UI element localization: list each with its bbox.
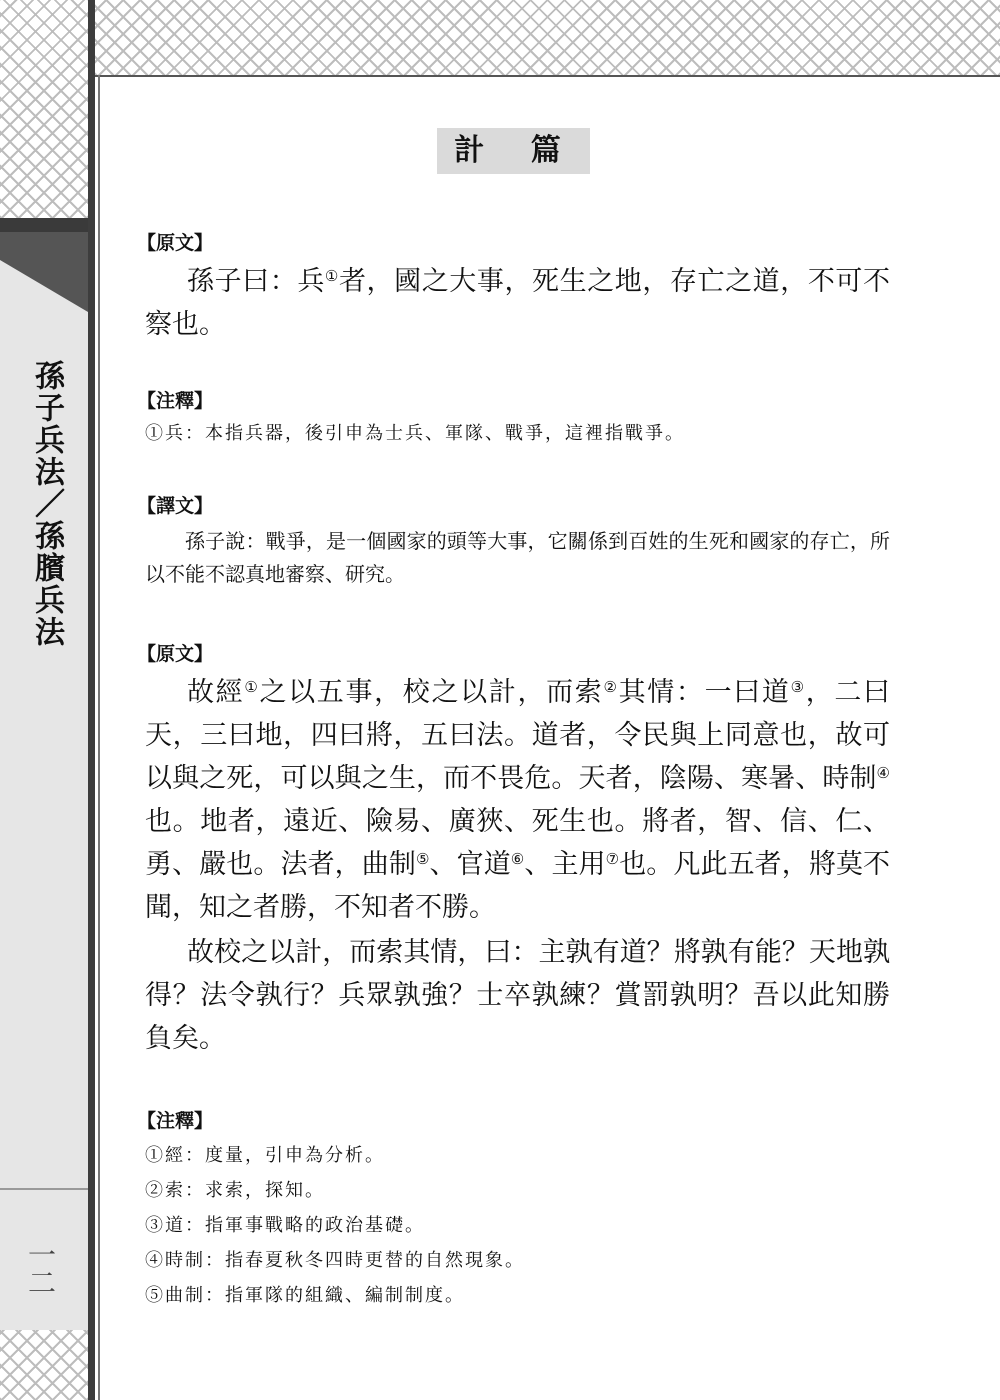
main-content	[137, 228, 891, 1313]
original-label: 【原文】	[137, 643, 214, 665]
notes-label: 【注釋】	[137, 390, 214, 412]
original-text: 故校之以計，而索其情，曰：主孰有道？將孰有能？天地孰得？法令孰行？兵眾孰強？士卒孰練？賞罰孰明？吾以此知勝負矣。	[145, 937, 890, 1054]
left-decorative-band-top	[0, 0, 88, 218]
note-item: ④時制：指春夏秋冬四時更替的自然現象。	[145, 1250, 525, 1271]
side-tab-bar	[0, 218, 88, 232]
page-number: 一二	[24, 1240, 57, 1296]
chapter-title: 計 篇	[437, 128, 590, 174]
original-label: 【原文】	[137, 232, 214, 254]
note-item: ②索：求索，探知。	[145, 1180, 325, 1201]
footnote-ref: ⑥	[510, 850, 525, 868]
notes-list	[145, 1138, 890, 1313]
page-spine	[88, 0, 95, 1400]
footnote-ref: ④	[876, 764, 890, 782]
translation-text: 孫子說：戰爭，是一個國家的頭等大事，它關係到百姓的生死和國家的存亡，所以不能不認真地審察、研究。	[145, 529, 890, 586]
translation-label: 【譯文】	[137, 495, 214, 517]
footnote-ref: ③	[790, 678, 806, 696]
footnote-ref: ①	[324, 267, 339, 285]
book-title: 孫子兵法／孫臏兵法	[29, 360, 64, 648]
side-divider	[0, 1188, 88, 1190]
footnote-ref: ②	[603, 678, 619, 696]
note-item: ①兵：本指兵器，後引申為士兵、軍隊、戰爭，這裡指戰爭。	[145, 423, 685, 444]
left-decorative-band-bottom	[0, 1330, 88, 1400]
note-item: ③道：指軍事戰略的政治基礎。	[145, 1215, 425, 1236]
note-item: ①經：度量，引申為分析。	[145, 1145, 385, 1166]
footnote-ref: ⑦	[605, 850, 620, 868]
top-decorative-band	[95, 0, 1000, 77]
footnote-ref: ①	[244, 678, 260, 696]
footnote-ref: ⑤	[415, 850, 430, 868]
original-text: 孫子曰：兵①者，國之大事，死生之地，存亡之道，不可不察也。	[145, 266, 891, 340]
notes-label: 【注釋】	[137, 1110, 214, 1132]
spine-rule	[98, 75, 100, 1400]
note-item: ⑤曲制：指軍隊的組織、編制制度。	[145, 1285, 465, 1306]
original-text: 故經①之以五事，校之以計，而索②其情：一曰道③，二曰天，三曰地，四曰將，五曰法。道者，令民與上同意也，故可以與之死，可以與之生，而不畏危。天者，陰陽、寒暑、時制④也。地者，遠近、險易、廣狹、死生也。將者，智、信、仁、勇、嚴也。法者，曲制⑤、官道⑥、主用⑦也。凡此五者，將莫不聞，知之者勝，不知者不勝。	[145, 677, 891, 923]
